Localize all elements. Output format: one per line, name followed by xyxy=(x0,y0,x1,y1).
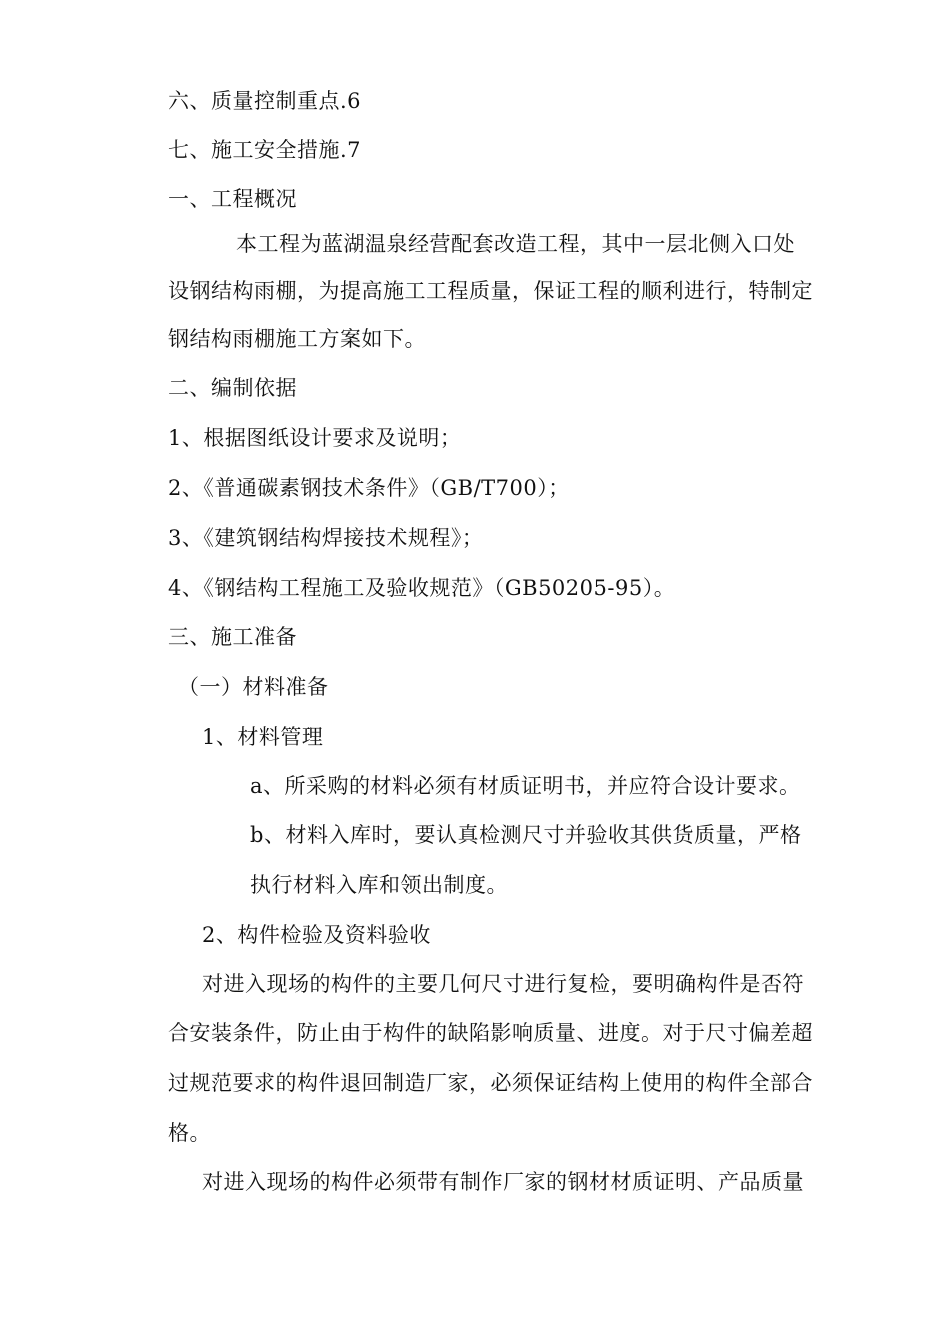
item-heading-material-management: 1、材料管理 xyxy=(202,725,324,749)
basis-list-item: 3、《建筑钢结构焊接技术规程》； xyxy=(168,526,484,550)
section-heading-overview: 一、工程概况 xyxy=(168,187,297,211)
certificate-paragraph-line: 对进入现场的构件必须带有制作厂家的钢材材质证明、产品质量 xyxy=(202,1170,804,1194)
item-heading-component-inspection: 2、构件检验及资料验收 xyxy=(202,923,431,947)
basis-list-item: 2、《普通碳素钢技术条件》（GB/T700）； xyxy=(168,476,570,500)
basis-list-item: 4、《钢结构工程施工及验收规范》（GB50205-95）。 xyxy=(168,576,676,600)
material-rule-a: a、所采购的材料必须有材质证明书，并应符合设计要求。 xyxy=(250,774,801,798)
material-rule-b-continued: 执行材料入库和领出制度。 xyxy=(250,873,508,897)
inspection-paragraph-line: 对进入现场的构件的主要几何尺寸进行复检，要明确构件是否符 xyxy=(202,972,804,996)
basis-list-item: 1、根据图纸设计要求及说明； xyxy=(168,426,462,450)
subsection-heading-materials: （一）材料准备 xyxy=(178,675,329,699)
overview-paragraph-line: 设钢结构雨棚，为提高施工工程质量，保证工程的顺利进行，特制定 xyxy=(168,279,813,303)
section-heading-preparation: 三、施工准备 xyxy=(168,625,297,649)
inspection-paragraph-line: 格。 xyxy=(168,1121,211,1145)
section-heading-basis: 二、编制依据 xyxy=(168,376,297,400)
material-rule-b: b、材料入库时，要认真检测尺寸并验收其供货质量，严格 xyxy=(250,823,802,847)
toc-item-6: 六、质量控制重点.6 xyxy=(168,89,362,113)
inspection-paragraph-line: 过规范要求的构件退回制造厂家，必须保证结构上使用的构件全部合 xyxy=(168,1071,813,1095)
overview-paragraph-line: 钢结构雨棚施工方案如下。 xyxy=(168,327,426,351)
overview-paragraph-line: 本工程为蓝湖温泉经营配套改造工程，其中一层北侧入口处 xyxy=(236,232,795,256)
inspection-paragraph-line: 合安装条件，防止由于构件的缺陷影响质量、进度。对于尺寸偏差超 xyxy=(168,1021,813,1045)
toc-item-7: 七、施工安全措施.7 xyxy=(168,138,362,162)
